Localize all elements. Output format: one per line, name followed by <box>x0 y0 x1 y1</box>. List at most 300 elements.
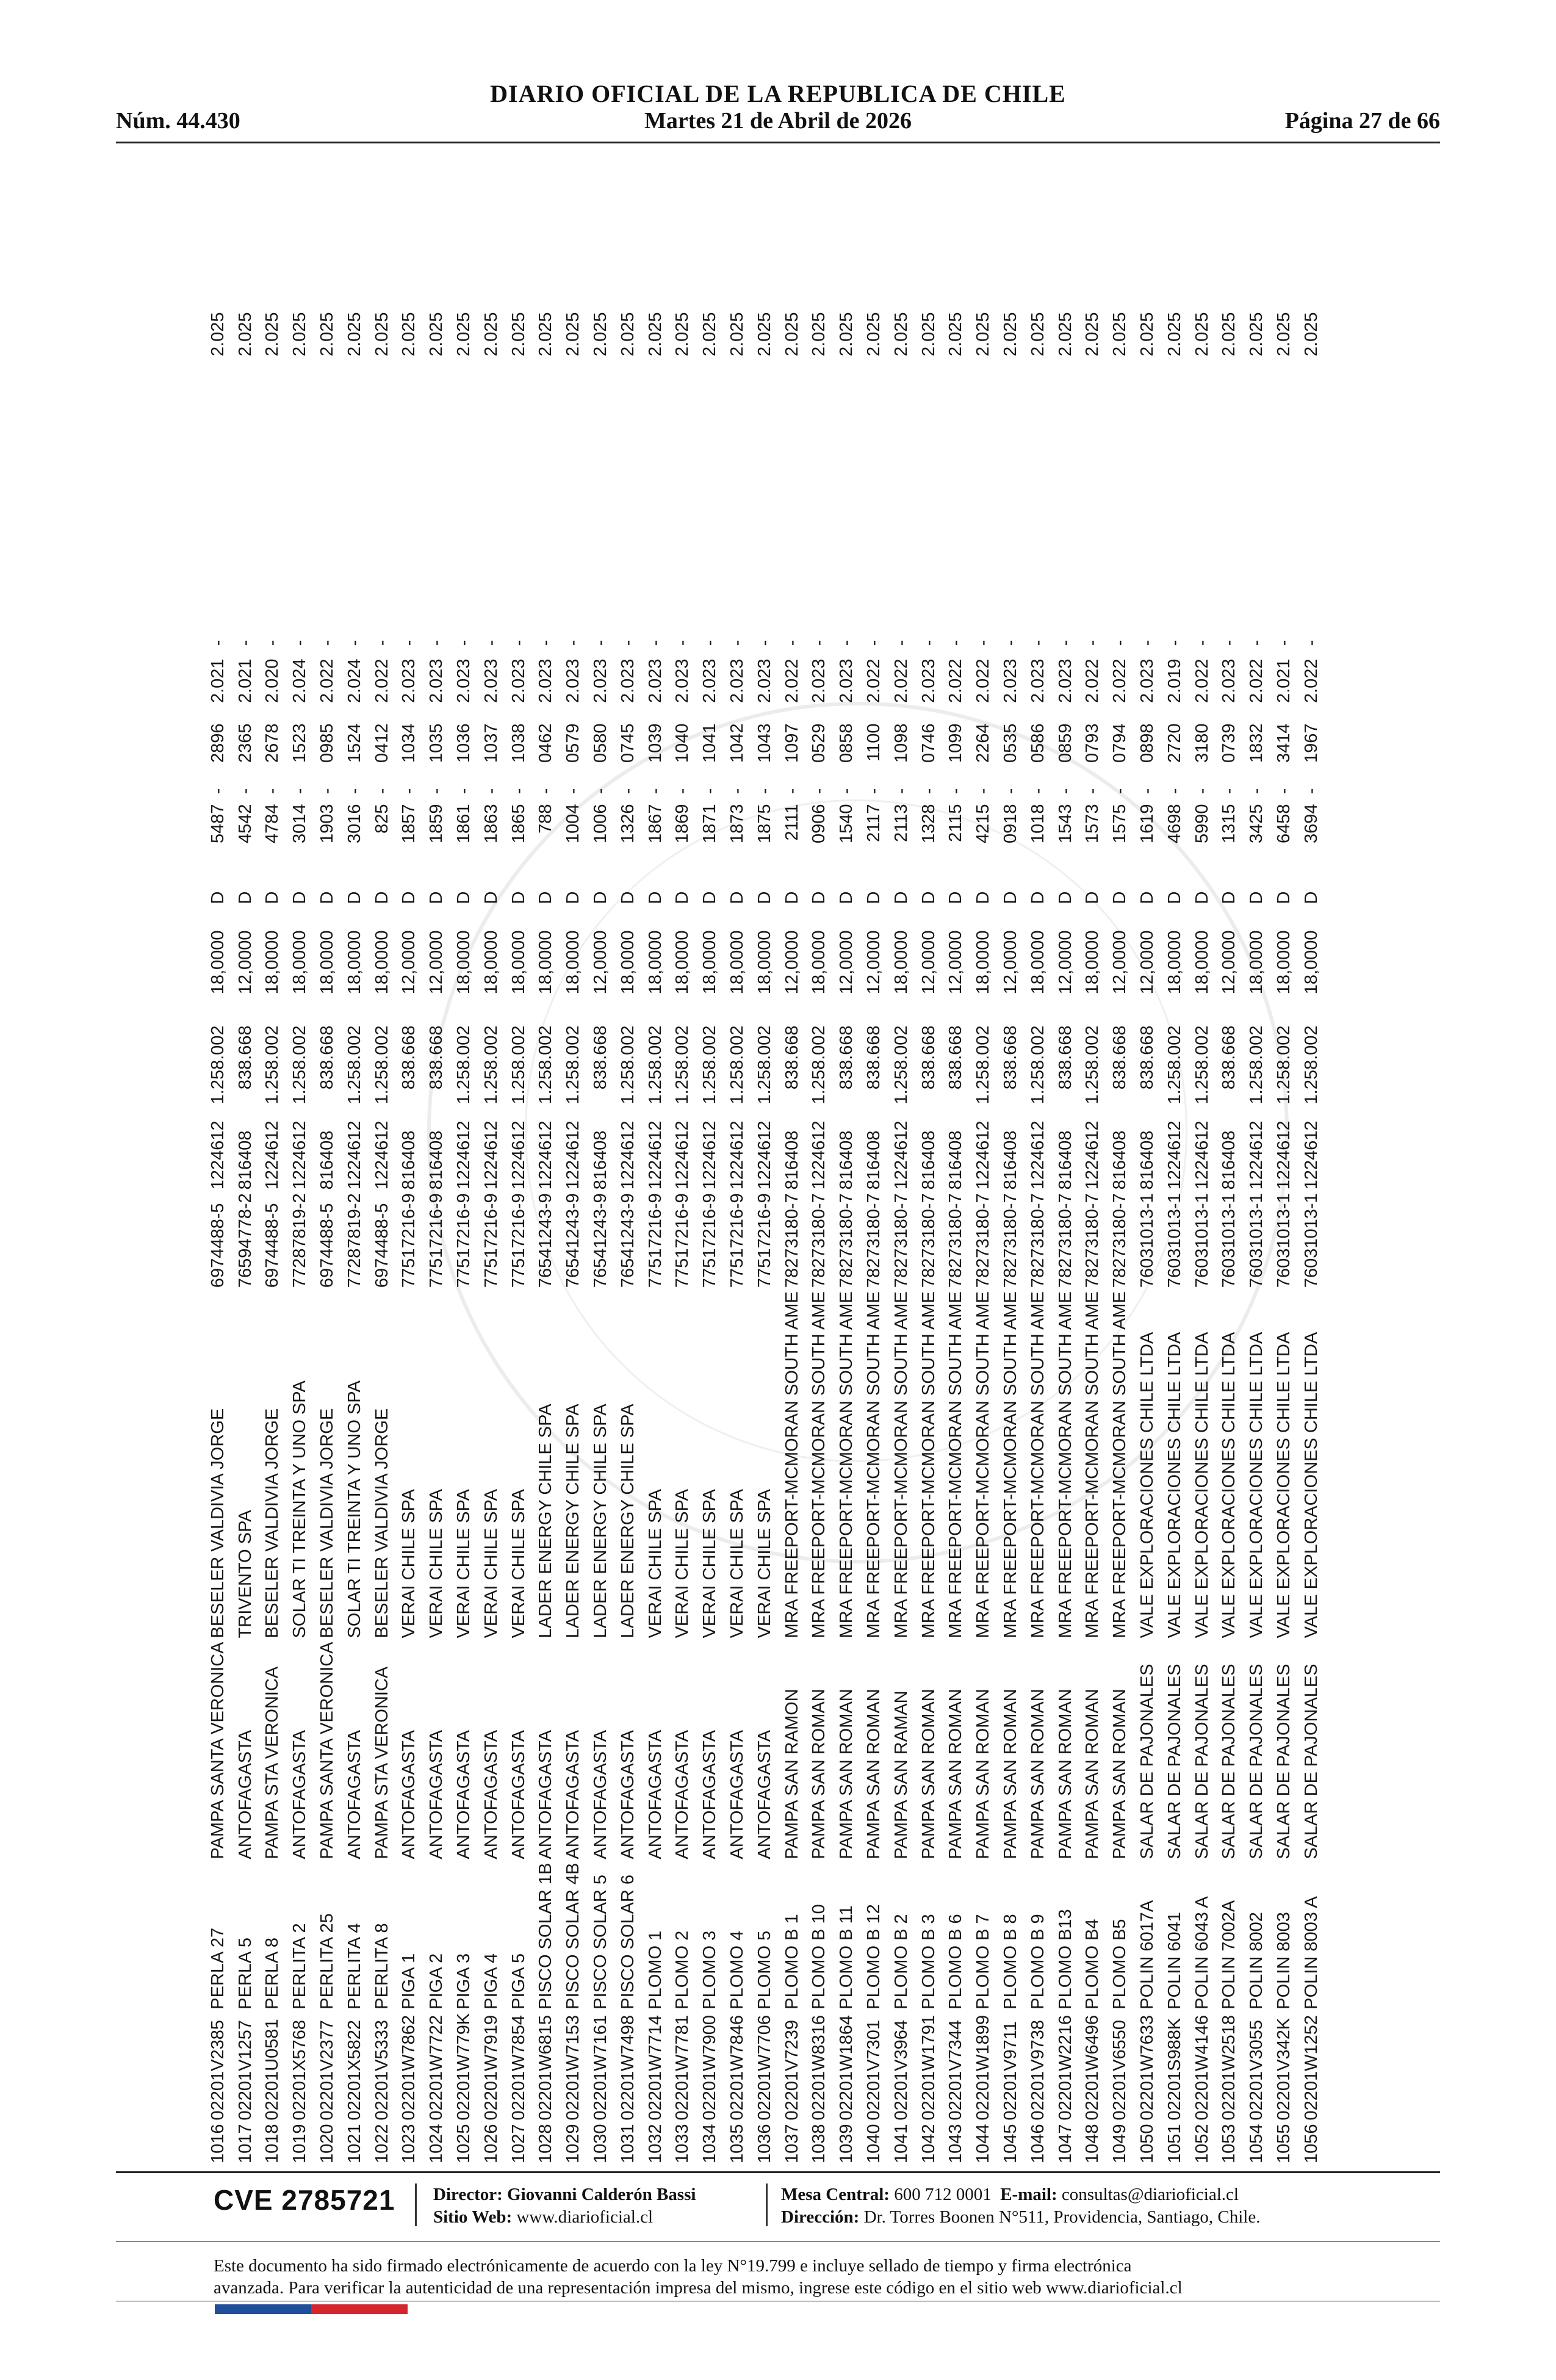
owner-rut: 6974488-5 <box>262 1203 283 1288</box>
table-row <box>232 308 259 2163</box>
concession-name: PLOMO B 12 <box>864 1904 884 2010</box>
amount: 1.258.002 <box>508 1025 528 1105</box>
hectares: 12,0000 <box>946 930 966 995</box>
amount: 1.258.002 <box>454 1025 474 1105</box>
owner: VALE EXPLORACIONES CHILE LTDA <box>1219 1332 1239 1639</box>
amount: 1.258.002 <box>618 1025 638 1105</box>
folio: 4215 <box>973 804 993 843</box>
owner: MRA FREEPORT-MCMORAN SOUTH AME <box>891 1291 911 1639</box>
coord-value: 816408 <box>399 1130 419 1190</box>
type-code: D <box>372 891 392 904</box>
type-code: D <box>1192 891 1212 904</box>
row-number: 1022 <box>372 2124 392 2163</box>
separator-dash: - <box>1164 788 1184 795</box>
hectares: 18,0000 <box>672 930 693 995</box>
concession-name: PLOMO B 9 <box>1028 1914 1048 2010</box>
type-code: D <box>481 891 501 904</box>
amount: 838.668 <box>837 1025 857 1090</box>
owner: VERAI CHILE SPA <box>454 1488 474 1639</box>
separator-dash: - <box>372 788 392 795</box>
table-row <box>314 308 341 2163</box>
separator-dash: - <box>618 788 638 795</box>
concession-id: 02201W4146 <box>1192 2014 1212 2121</box>
separator-dash: - <box>837 788 857 795</box>
amount: 1.258.002 <box>700 1025 720 1105</box>
concession-name: POLIN 6017A <box>1137 1900 1157 2010</box>
separator-dash: - <box>1110 788 1130 795</box>
folio: 1857 <box>399 804 419 843</box>
owner-rut: 78273180-7 <box>973 1193 993 1288</box>
coord-value: 1224612 <box>1273 1120 1294 1190</box>
concession-id: 02201W6496 <box>1082 2014 1103 2121</box>
coord-value: 816408 <box>918 1130 938 1190</box>
spacer-cell <box>779 367 806 627</box>
number: 2365 <box>235 723 255 763</box>
hectares: 18,0000 <box>645 930 665 995</box>
separator-dash: - <box>672 640 693 646</box>
location: PAMPA SAN ROMAN <box>809 1689 829 1859</box>
type-code: D <box>1055 891 1075 904</box>
separator-dash: - <box>427 640 447 646</box>
row-number: 1029 <box>563 2124 583 2163</box>
owner: VERAI CHILE SPA <box>508 1488 528 1639</box>
table-row <box>450 308 478 2163</box>
concession-id: 02201W7706 <box>754 2014 774 2121</box>
separator-dash: - <box>1110 640 1130 646</box>
owner: VERAI CHILE SPA <box>672 1488 693 1639</box>
folio: 1543 <box>1055 804 1075 843</box>
amount: 838.668 <box>1110 1025 1130 1090</box>
concession-id: 02201W7862 <box>399 2014 419 2121</box>
spacer-cell <box>314 367 341 627</box>
owner-rut: 77517216-9 <box>481 1193 501 1288</box>
concession-name: POLIN 7002A <box>1219 1900 1239 2010</box>
type-code: D <box>207 891 228 904</box>
folio: 3016 <box>344 804 364 843</box>
year-end: 2.025 <box>1055 312 1075 357</box>
amount: 1.258.002 <box>207 1025 228 1105</box>
year-start: 2.022 <box>1301 658 1321 704</box>
folio: 1018 <box>1028 804 1048 843</box>
separator-dash: - <box>235 788 255 795</box>
row-number: 1048 <box>1082 2124 1103 2163</box>
journal-title: DIARIO OFICIAL DE LA REPUBLICA DE CHILE <box>490 80 1066 107</box>
hectares: 18,0000 <box>481 930 501 995</box>
year-end: 2.025 <box>809 312 829 357</box>
year-end: 2.025 <box>727 312 747 357</box>
separator-dash: - <box>864 788 884 795</box>
location: PAMPA SAN RAMAN <box>891 1690 911 1859</box>
amount: 1.258.002 <box>344 1025 364 1105</box>
location: PAMPA SAN ROMAN <box>918 1689 938 1859</box>
amount: 838.668 <box>946 1025 966 1090</box>
director-name: Giovanni Calderón Bassi <box>507 2185 696 2204</box>
row-number: 1055 <box>1273 2124 1294 2163</box>
hectares: 12,0000 <box>235 930 255 995</box>
concession-name: POLIN 6043 A <box>1192 1896 1212 2010</box>
year-end: 2.025 <box>344 312 364 357</box>
number: 2720 <box>1164 723 1184 763</box>
coord-value: 816408 <box>864 1130 884 1190</box>
amount: 1.258.002 <box>372 1025 392 1105</box>
amount: 1.258.002 <box>1273 1025 1294 1105</box>
concession-id: 02201W7153 <box>563 2014 583 2121</box>
type-code: D <box>235 891 255 904</box>
spacer-cell <box>970 367 997 627</box>
separator-dash: - <box>1001 640 1020 646</box>
amount: 1.258.002 <box>563 1025 583 1105</box>
folio: 1867 <box>645 804 665 843</box>
spacer-cell <box>505 367 533 627</box>
concession-id: 02201V2377 <box>317 2019 337 2121</box>
spacer-cell <box>806 367 834 627</box>
type-code: D <box>864 891 884 904</box>
location: ANTOFAGASTA <box>754 1729 774 1859</box>
owner: BESELER VALDIVIA JORGE <box>207 1408 228 1639</box>
concession-name: PERLA 5 <box>235 1938 255 2010</box>
table-row <box>505 308 533 2163</box>
year-end: 2.025 <box>973 312 993 357</box>
number: 1099 <box>946 723 966 763</box>
coord-value: 1224612 <box>1192 1120 1212 1190</box>
hectares: 18,0000 <box>1247 930 1267 995</box>
location: PAMPA STA VERONICA <box>262 1666 283 1859</box>
separator-dash: - <box>454 788 474 795</box>
location: ANTOFAGASTA <box>454 1729 474 1859</box>
year-end: 2.025 <box>918 312 938 357</box>
concession-id: 02201W7161 <box>591 2014 611 2121</box>
type-code: D <box>563 891 583 904</box>
spacer-cell <box>259 367 287 627</box>
coord-value: 1224612 <box>563 1120 583 1190</box>
spacer-cell <box>450 367 478 627</box>
table-row <box>833 308 860 2163</box>
folio: 4698 <box>1164 804 1184 843</box>
coord-value: 1224612 <box>1082 1120 1103 1190</box>
coord-value: 816408 <box>317 1130 337 1190</box>
folio: 3014 <box>290 804 310 843</box>
separator-dash: - <box>645 788 665 795</box>
owner-rut: 77517216-9 <box>427 1193 447 1288</box>
amount: 838.668 <box>427 1025 447 1090</box>
number: 1097 <box>782 723 802 763</box>
type-code: D <box>672 891 693 904</box>
row-number: 1026 <box>481 2124 501 2163</box>
separator-dash: - <box>536 640 556 646</box>
folio: 1006 <box>591 804 611 843</box>
table-row <box>1298 308 1325 2163</box>
type-code: D <box>399 891 419 904</box>
number: 1037 <box>481 723 501 763</box>
separator-dash: - <box>591 788 611 795</box>
owner: LADER ENERGY CHILE SPA <box>591 1404 611 1639</box>
number: 1039 <box>645 723 665 763</box>
number: 1524 <box>344 723 364 763</box>
amount: 838.668 <box>864 1025 884 1090</box>
owner: VERAI CHILE SPA <box>754 1488 774 1639</box>
separator-dash: - <box>946 640 966 646</box>
year-start: 2.022 <box>891 658 911 704</box>
owner: BESELER VALDIVIA JORGE <box>317 1408 337 1639</box>
location: ANTOFAGASTA <box>344 1729 364 1859</box>
spacer-cell <box>1025 367 1052 627</box>
owner: VERAI CHILE SPA <box>427 1488 447 1639</box>
concession-id: 02201W2518 <box>1219 2014 1239 2121</box>
year-end: 2.025 <box>864 312 884 357</box>
director-line <box>433 2185 696 2205</box>
amount: 838.668 <box>782 1025 802 1090</box>
hectares: 18,0000 <box>207 930 228 995</box>
folio: 1903 <box>317 804 337 843</box>
folio: 2117 <box>864 804 884 842</box>
separator-dash: - <box>508 640 528 646</box>
year-end: 2.025 <box>290 312 310 357</box>
concession-name: PLOMO B 2 <box>891 1914 911 2010</box>
table-row <box>1134 308 1161 2163</box>
table-row <box>943 308 970 2163</box>
row-number: 1033 <box>672 2124 693 2163</box>
number: 2264 <box>973 723 993 763</box>
concession-id: 02201X5768 <box>290 2019 310 2121</box>
year-start: 2.022 <box>1110 658 1130 704</box>
separator-dash: - <box>481 788 501 795</box>
spacer-cell <box>724 367 751 627</box>
row-number: 1023 <box>399 2124 419 2163</box>
location: ANTOFAGASTA <box>235 1729 255 1859</box>
table-row <box>587 308 614 2163</box>
address-line <box>781 2207 1260 2227</box>
table-row <box>724 308 751 2163</box>
hectares: 12,0000 <box>864 930 884 995</box>
location: PAMPA SAN ROMAN <box>1082 1689 1103 1859</box>
owner: BESELER VALDIVIA JORGE <box>372 1408 392 1639</box>
row-number: 1041 <box>891 2124 911 2163</box>
row-number: 1039 <box>837 2124 857 2163</box>
website-link[interactable]: www.diarioficial.cl <box>516 2207 654 2227</box>
table-row <box>970 308 997 2163</box>
coord-value: 1224612 <box>645 1120 665 1190</box>
issue-date: Martes 21 de Abril de 2026 <box>644 108 912 134</box>
website-label: Sitio Web: <box>433 2207 513 2227</box>
amount: 838.668 <box>1137 1025 1157 1090</box>
owner-rut: 6974488-5 <box>317 1203 337 1288</box>
owner-rut: 76541243-9 <box>536 1193 556 1288</box>
folio: 1869 <box>672 804 693 843</box>
owner: VALE EXPLORACIONES CHILE LTDA <box>1192 1332 1212 1639</box>
concession-id: 02201V2385 <box>207 2019 228 2121</box>
number: 0579 <box>563 723 583 763</box>
type-code: D <box>754 891 774 904</box>
signature-note-line: avanzada. Para verificar la autenticidad de una representación impresa del mismo, ingrese este código en el sitio web www.diarioficial.cl <box>214 2278 1183 2298</box>
hectares: 18,0000 <box>317 930 337 995</box>
owner: MRA FREEPORT-MCMORAN SOUTH AME <box>918 1291 938 1639</box>
year-start: 2.023 <box>481 658 501 704</box>
coord-value: 1224612 <box>454 1120 474 1190</box>
separator-dash: - <box>700 788 720 795</box>
year-start: 2.022 <box>1192 658 1212 704</box>
year-end: 2.025 <box>645 312 665 357</box>
row-number: 1050 <box>1137 2124 1157 2163</box>
separator-dash: - <box>207 640 228 646</box>
number: 0586 <box>1028 723 1048 763</box>
location: PAMPA SAN ROMAN <box>864 1689 884 1859</box>
location: PAMPA SAN ROMAN <box>1028 1689 1048 1859</box>
amount: 1.258.002 <box>1192 1025 1212 1105</box>
concession-id: 02201V7301 <box>864 2019 884 2121</box>
row-number: 1020 <box>317 2124 337 2163</box>
coord-value: 816408 <box>235 1130 255 1190</box>
owner-rut: 77517216-9 <box>454 1193 474 1288</box>
hectares: 18,0000 <box>563 930 583 995</box>
coord-value: 816408 <box>782 1130 802 1190</box>
number: 1035 <box>427 723 447 763</box>
hectares: 18,0000 <box>973 930 993 995</box>
year-end: 2.025 <box>262 312 283 357</box>
hectares: 18,0000 <box>1028 930 1048 995</box>
type-code: D <box>454 891 474 904</box>
hectares: 12,0000 <box>399 930 419 995</box>
spacer-cell <box>204 367 232 627</box>
table-row <box>860 308 888 2163</box>
year-end: 2.025 <box>1001 312 1020 357</box>
hectares: 18,0000 <box>891 930 911 995</box>
hectares: 18,0000 <box>1301 930 1321 995</box>
folio: 2111 <box>782 804 802 841</box>
spacer-cell <box>1161 367 1189 627</box>
year-end: 2.025 <box>1219 312 1239 357</box>
year-end: 2.025 <box>700 312 720 357</box>
year-start: 2.023 <box>1137 658 1157 704</box>
location: SALAR DE PAJONALES <box>1273 1664 1294 1859</box>
spacer-cell <box>1052 367 1079 627</box>
owner: MRA FREEPORT-MCMORAN SOUTH AME <box>1082 1291 1103 1639</box>
location: ANTOFAGASTA <box>591 1729 611 1859</box>
folio: 1863 <box>481 804 501 843</box>
separator-dash: - <box>973 640 993 646</box>
coord-value: 816408 <box>427 1130 447 1190</box>
year-start: 2.023 <box>536 658 556 704</box>
type-code: D <box>1137 891 1157 904</box>
year-start: 2.023 <box>727 658 747 704</box>
owner: VERAI CHILE SPA <box>645 1488 665 1639</box>
amount: 838.668 <box>918 1025 938 1090</box>
table-row <box>888 308 915 2163</box>
page-number: Página 27 de 66 <box>1284 108 1440 134</box>
concession-name: PLOMO B 11 <box>837 1905 857 2010</box>
separator-dash: - <box>207 788 228 795</box>
concession-name: PISCO SOLAR 1B <box>536 1863 556 2010</box>
folio: 1315 <box>1219 804 1239 843</box>
concession-id: 02201W1899 <box>973 2014 993 2121</box>
concession-id: 02201V9738 <box>1028 2019 1048 2121</box>
owner: VALE EXPLORACIONES CHILE LTDA <box>1301 1332 1321 1639</box>
location: ANTOFAGASTA <box>618 1729 638 1859</box>
coord-value: 1224612 <box>290 1120 310 1190</box>
concession-name: POLIN 8003 A <box>1301 1896 1321 2010</box>
row-number: 1051 <box>1164 2124 1184 2163</box>
concession-id: 02201V1257 <box>235 2019 255 2121</box>
separator-dash: - <box>1192 788 1212 795</box>
owner-rut: 78273180-7 <box>891 1193 911 1288</box>
hectares: 12,0000 <box>591 930 611 995</box>
separator-dash: - <box>454 640 474 646</box>
location: ANTOFAGASTA <box>508 1729 528 1859</box>
spacer-cell <box>915 367 943 627</box>
owner-rut: 77517216-9 <box>727 1193 747 1288</box>
separator-dash: - <box>591 640 611 646</box>
separator-dash: - <box>481 640 501 646</box>
year-start: 2.023 <box>809 658 829 704</box>
location: ANTOFAGASTA <box>481 1729 501 1859</box>
table-row <box>1270 308 1298 2163</box>
location: PAMPA SAN ROMAN <box>1001 1689 1020 1859</box>
year-end: 2.025 <box>427 312 447 357</box>
table-row <box>669 308 697 2163</box>
hectares: 12,0000 <box>1219 930 1239 995</box>
email-link[interactable]: consultas@diarioficial.cl <box>1061 2185 1239 2204</box>
separator-dash: - <box>317 788 337 795</box>
owner-rut: 76031013-1 <box>1273 1193 1294 1288</box>
amount: 1.258.002 <box>290 1025 310 1105</box>
coord-value: 816408 <box>837 1130 857 1190</box>
folio: 1540 <box>837 804 857 843</box>
hectares: 18,0000 <box>372 930 392 995</box>
table-row <box>779 308 806 2163</box>
mining-concessions-table <box>204 308 1325 2163</box>
year-end: 2.025 <box>1273 312 1294 357</box>
separator-dash: - <box>946 788 966 795</box>
owner-rut: 76594778-2 <box>235 1193 255 1288</box>
location: SALAR DE PAJONALES <box>1219 1664 1239 1859</box>
coord-value: 1224612 <box>372 1120 392 1190</box>
row-number: 1052 <box>1192 2124 1212 2163</box>
concession-name: PERLA 8 <box>262 1938 283 2010</box>
separator-dash: - <box>235 640 255 646</box>
spacer-cell <box>533 367 560 627</box>
year-start: 2.023 <box>563 658 583 704</box>
number: 1042 <box>727 723 747 763</box>
flag-stripe-red <box>311 2304 408 2314</box>
separator-dash: - <box>508 788 528 795</box>
coord-value: 1224612 <box>1164 1120 1184 1190</box>
folio: 0918 <box>1001 804 1020 843</box>
owner: MRA FREEPORT-MCMORAN SOUTH AME <box>837 1291 857 1639</box>
table-row <box>1106 308 1134 2163</box>
owner-rut: 78273180-7 <box>782 1193 802 1288</box>
location: PAMPA SAN ROMAN <box>973 1689 993 1859</box>
separator-dash: - <box>1001 788 1020 795</box>
concession-name: PERLITA 4 <box>344 1923 364 2010</box>
type-code: D <box>427 891 447 904</box>
folio: 1865 <box>508 804 528 843</box>
separator-dash: - <box>618 640 638 646</box>
owner: VALE EXPLORACIONES CHILE LTDA <box>1137 1332 1157 1639</box>
hectares: 18,0000 <box>454 930 474 995</box>
row-number: 1044 <box>973 2124 993 2163</box>
amount: 1.258.002 <box>262 1025 283 1105</box>
amount: 838.668 <box>591 1025 611 1090</box>
location: PAMPA SAN ROMAN <box>946 1689 966 1859</box>
row-number: 1034 <box>700 2124 720 2163</box>
separator-dash: - <box>1219 788 1239 795</box>
hectares: 12,0000 <box>1055 930 1075 995</box>
number: 1523 <box>290 723 310 763</box>
coord-value: 1224612 <box>1247 1120 1267 1190</box>
type-code: D <box>837 891 857 904</box>
amount: 1.258.002 <box>809 1025 829 1105</box>
row-number: 1016 <box>207 2124 228 2163</box>
concession-name: PISCO SOLAR 4B <box>563 1863 583 2010</box>
